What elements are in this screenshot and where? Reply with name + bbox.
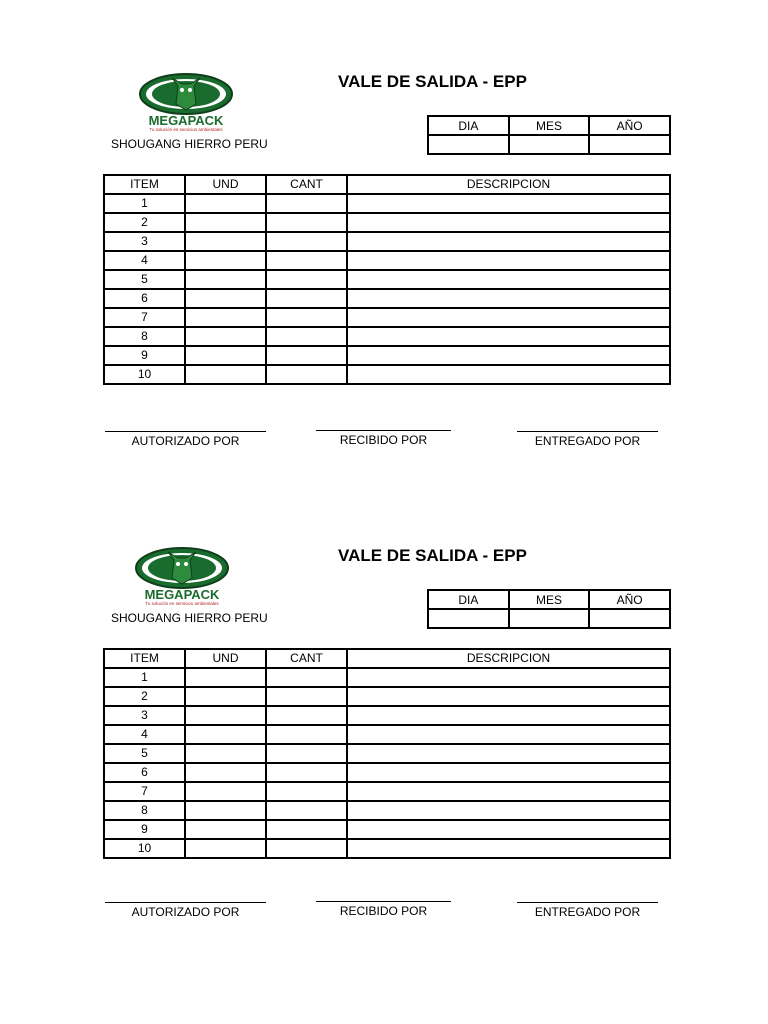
item-number: 2 [104, 213, 185, 232]
signature-authorized[interactable] [105, 902, 266, 919]
item-number: 6 [104, 763, 185, 782]
date-value-row [428, 135, 670, 154]
table-row [104, 839, 670, 858]
descripcion-cell[interactable] [347, 327, 670, 346]
table-row [104, 725, 670, 744]
logo-tagline: Tu solución en servicios ambientales [145, 601, 219, 606]
date-header-month: MES [509, 590, 590, 609]
signature-line [105, 431, 266, 432]
date-header-day: DIA [428, 116, 509, 135]
cant-cell[interactable] [266, 194, 347, 213]
date-header-row [428, 590, 670, 609]
date-value-row [428, 609, 670, 628]
item-number: 5 [104, 744, 185, 763]
table-row [104, 194, 670, 213]
table-row [104, 763, 670, 782]
item-number: 3 [104, 706, 185, 725]
descripcion-cell[interactable] [347, 820, 670, 839]
date-header-day: DIA [428, 590, 509, 609]
column-header-item: ITEM [104, 649, 185, 668]
date-month-field[interactable] [509, 135, 590, 154]
cant-cell[interactable] [266, 308, 347, 327]
logo-brand: MEGAPACK [144, 587, 220, 602]
descripcion-cell[interactable] [347, 251, 670, 270]
date-month-field[interactable] [509, 609, 590, 628]
table-row [104, 365, 670, 384]
cant-cell[interactable] [266, 725, 347, 744]
date-header-year: AÑO [589, 590, 670, 609]
table-row [104, 232, 670, 251]
table-row [104, 289, 670, 308]
signature-line [517, 431, 658, 432]
und-cell[interactable] [185, 725, 266, 744]
signature-received[interactable] [316, 430, 451, 447]
cant-cell[interactable] [266, 801, 347, 820]
signature-label: RECIBIDO POR [339, 904, 428, 918]
und-cell[interactable] [185, 839, 266, 858]
date-table [427, 115, 671, 155]
descripcion-cell[interactable] [347, 213, 670, 232]
signature-delivered[interactable] [517, 431, 658, 448]
descripcion-cell[interactable] [347, 289, 670, 308]
item-number: 4 [104, 251, 185, 270]
descripcion-cell[interactable] [347, 365, 670, 384]
signature-label: ENTREGADO POR [534, 434, 641, 448]
date-day-field[interactable] [428, 609, 509, 628]
cant-cell[interactable] [266, 820, 347, 839]
signature-line [517, 902, 658, 903]
descripcion-cell[interactable] [347, 839, 670, 858]
cant-cell[interactable] [266, 687, 347, 706]
cant-cell[interactable] [266, 289, 347, 308]
und-cell[interactable] [185, 213, 266, 232]
table-row [104, 668, 670, 687]
und-cell[interactable] [185, 687, 266, 706]
und-cell[interactable] [185, 232, 266, 251]
megapack-logo [124, 544, 240, 608]
und-cell[interactable] [185, 668, 266, 687]
company-name: SHOUGANG HIERRO PERU [111, 137, 268, 151]
table-row [104, 782, 670, 801]
table-row [104, 308, 670, 327]
items-table [103, 174, 671, 385]
date-table [427, 589, 671, 629]
table-row [104, 251, 670, 270]
column-header-cant: CANT [266, 175, 347, 194]
table-row [104, 801, 670, 820]
descripcion-cell[interactable] [347, 801, 670, 820]
table-row [104, 687, 670, 706]
descripcion-cell[interactable] [347, 308, 670, 327]
descripcion-cell[interactable] [347, 744, 670, 763]
item-number: 8 [104, 327, 185, 346]
item-number: 7 [104, 308, 185, 327]
item-number: 4 [104, 725, 185, 744]
cant-cell[interactable] [266, 668, 347, 687]
item-number: 2 [104, 687, 185, 706]
descripcion-cell[interactable] [347, 782, 670, 801]
item-number: 5 [104, 270, 185, 289]
item-number: 10 [104, 365, 185, 384]
descripcion-cell[interactable] [347, 706, 670, 725]
descripcion-cell[interactable] [347, 346, 670, 365]
cant-cell[interactable] [266, 346, 347, 365]
signature-line [316, 430, 451, 431]
descripcion-cell[interactable] [347, 687, 670, 706]
column-header-descripcion: DESCRIPCION [347, 649, 670, 668]
und-cell[interactable] [185, 289, 266, 308]
date-header-month: MES [509, 116, 590, 135]
item-number: 6 [104, 289, 185, 308]
column-header-cant: CANT [266, 649, 347, 668]
table-row [104, 213, 670, 232]
voucher-1 [0, 0, 768, 448]
cant-cell[interactable] [266, 327, 347, 346]
table-row [104, 744, 670, 763]
voucher-title: VALE DE SALIDA - EPP [338, 546, 527, 565]
table-row [104, 820, 670, 839]
voucher-2 [0, 474, 768, 919]
descripcion-cell[interactable] [347, 194, 670, 213]
cant-cell[interactable] [266, 706, 347, 725]
item-number: 3 [104, 232, 185, 251]
und-cell[interactable] [185, 782, 266, 801]
signature-line [316, 901, 451, 902]
signature-received[interactable] [316, 901, 451, 918]
cant-cell[interactable] [266, 232, 347, 251]
column-header-descripcion: DESCRIPCION [347, 175, 670, 194]
descripcion-cell[interactable] [347, 668, 670, 687]
und-cell[interactable] [185, 327, 266, 346]
items-header-row [104, 175, 670, 194]
cant-cell[interactable] [266, 744, 347, 763]
item-number: 9 [104, 820, 185, 839]
item-number: 1 [104, 668, 185, 687]
table-row [104, 706, 670, 725]
und-cell[interactable] [185, 801, 266, 820]
item-number: 7 [104, 782, 185, 801]
logo-tagline: Tu solución en servicios ambientales [149, 127, 223, 132]
und-cell[interactable] [185, 346, 266, 365]
item-number: 9 [104, 346, 185, 365]
cant-cell[interactable] [266, 782, 347, 801]
descripcion-cell[interactable] [347, 232, 670, 251]
item-number: 8 [104, 801, 185, 820]
company-name: SHOUGANG HIERRO PERU [111, 611, 268, 625]
signature-label: AUTORIZADO POR [131, 905, 240, 919]
table-row [104, 327, 670, 346]
signature-label: ENTREGADO POR [534, 905, 641, 919]
descripcion-cell[interactable] [347, 763, 670, 782]
date-header-year: AÑO [589, 116, 670, 135]
date-day-field[interactable] [428, 135, 509, 154]
column-header-und: UND [185, 175, 266, 194]
cant-cell[interactable] [266, 763, 347, 782]
cant-cell[interactable] [266, 213, 347, 232]
descripcion-cell[interactable] [347, 725, 670, 744]
cant-cell[interactable] [266, 251, 347, 270]
signature-delivered[interactable] [517, 902, 658, 919]
date-year-field[interactable] [589, 135, 670, 154]
items-table [103, 648, 671, 859]
cant-cell[interactable] [266, 270, 347, 289]
megapack-logo [128, 70, 244, 134]
signature-line [105, 902, 266, 903]
und-cell[interactable] [185, 270, 266, 289]
und-cell[interactable] [185, 308, 266, 327]
und-cell[interactable] [185, 251, 266, 270]
und-cell[interactable] [185, 365, 266, 384]
date-year-field[interactable] [589, 609, 670, 628]
signature-label: RECIBIDO POR [339, 433, 428, 447]
und-cell[interactable] [185, 194, 266, 213]
items-header-row [104, 649, 670, 668]
item-number: 1 [104, 194, 185, 213]
cant-cell[interactable] [266, 365, 347, 384]
und-cell[interactable] [185, 763, 266, 782]
column-header-item: ITEM [104, 175, 185, 194]
cant-cell[interactable] [266, 839, 347, 858]
logo-brand: MEGAPACK [148, 113, 224, 128]
table-row [104, 270, 670, 289]
voucher-title: VALE DE SALIDA - EPP [338, 72, 527, 91]
date-header-row [428, 116, 670, 135]
signature-authorized[interactable] [105, 431, 266, 448]
item-number: 10 [104, 839, 185, 858]
signature-label: AUTORIZADO POR [131, 434, 240, 448]
und-cell[interactable] [185, 820, 266, 839]
table-row [104, 346, 670, 365]
descripcion-cell[interactable] [347, 270, 670, 289]
column-header-und: UND [185, 649, 266, 668]
und-cell[interactable] [185, 744, 266, 763]
und-cell[interactable] [185, 706, 266, 725]
